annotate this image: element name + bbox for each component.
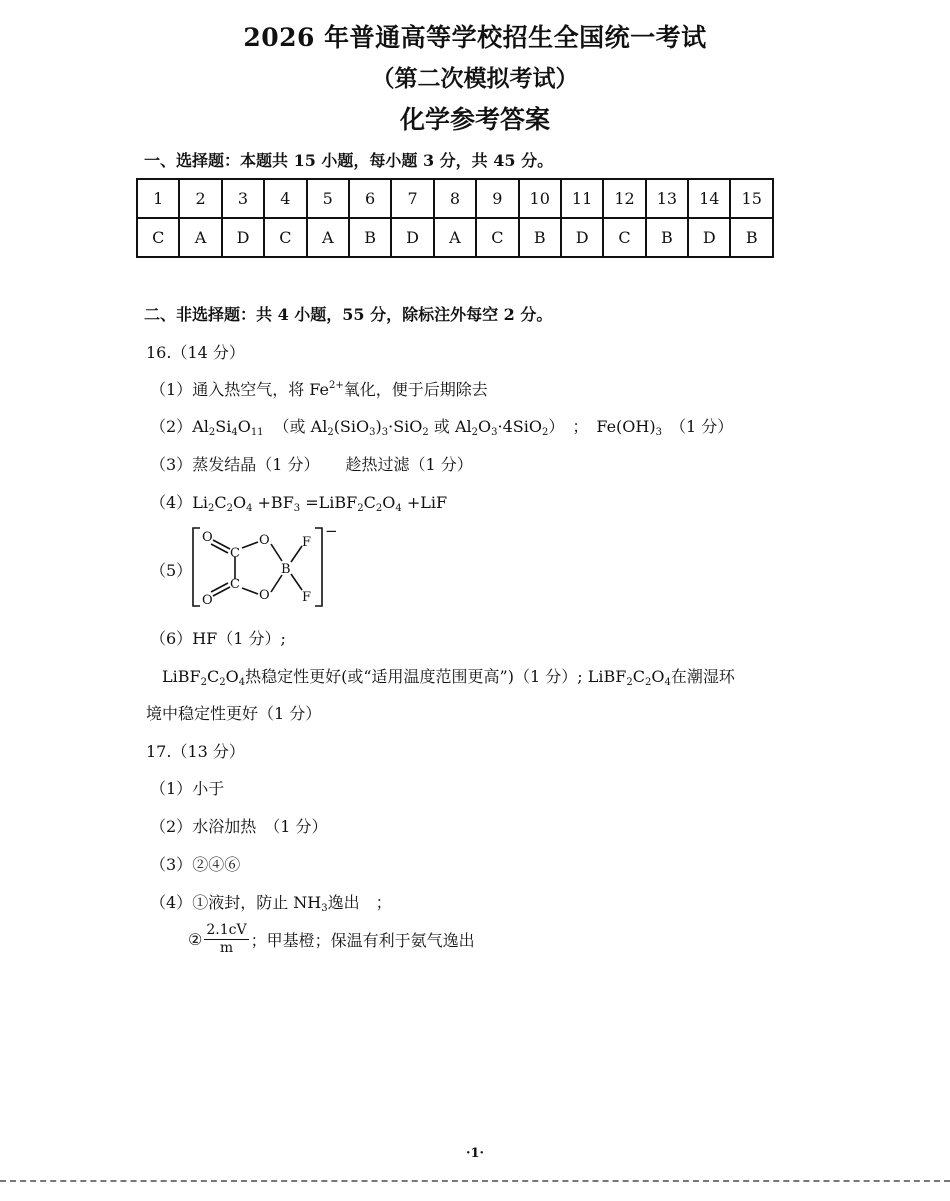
question-number-cell: 4 bbox=[264, 179, 306, 218]
part-number: （3） bbox=[150, 455, 193, 474]
q17-part4 bbox=[150, 890, 392, 914]
section1-heading: 一、选择题：本题共 15 小题，每小题 3 分，共 45 分。 bbox=[144, 151, 554, 170]
exam-subtitle: （第二次模拟考试） bbox=[371, 65, 579, 92]
q16-part4 bbox=[150, 490, 447, 514]
bottom-divider bbox=[0, 1180, 950, 1182]
answer-cell: C bbox=[476, 218, 518, 257]
question-number-cell: 10 bbox=[519, 179, 561, 218]
answer-row bbox=[137, 218, 773, 257]
formula-text: C bbox=[214, 493, 227, 512]
subscript: 3 bbox=[293, 503, 301, 514]
answer-cell: C bbox=[137, 218, 179, 257]
subscript: 2 bbox=[422, 427, 429, 438]
formula-text: O bbox=[232, 493, 247, 512]
formula-text: Al bbox=[192, 417, 209, 436]
answer-cell: B bbox=[349, 218, 391, 257]
subscript: 4 bbox=[246, 503, 253, 514]
atom-label: C bbox=[230, 546, 240, 561]
answer-text: 小于 bbox=[192, 779, 225, 798]
part-number: （2） bbox=[150, 817, 193, 836]
question-number-cell: 11 bbox=[561, 179, 603, 218]
question-number-cell: 12 bbox=[603, 179, 645, 218]
formula-text: ) bbox=[375, 417, 382, 436]
formula-text: Li bbox=[192, 493, 208, 512]
atom-label: O bbox=[202, 593, 213, 608]
fraction-numerator: 2.1cV bbox=[206, 922, 247, 938]
question-number-cell: 2 bbox=[179, 179, 221, 218]
q16-part2 bbox=[150, 414, 733, 438]
subscript: 3 bbox=[491, 427, 498, 438]
answer-text: ①液封，防止 NH bbox=[192, 893, 322, 912]
subscript: 3 bbox=[381, 427, 389, 438]
subscript: 2 bbox=[471, 427, 479, 438]
subscript: 2 bbox=[200, 677, 207, 688]
answer-text: ② bbox=[188, 930, 203, 949]
atom-label: F bbox=[302, 535, 312, 550]
atom-label: O bbox=[259, 588, 270, 603]
answer-cell: A bbox=[179, 218, 221, 257]
subscript: 2 bbox=[219, 677, 226, 688]
page-number: ·1· bbox=[465, 1146, 485, 1161]
answer-cell: D bbox=[561, 218, 603, 257]
question-number-cell: 5 bbox=[307, 179, 349, 218]
answer-cell: C bbox=[264, 218, 306, 257]
superscript: 2+ bbox=[328, 380, 344, 391]
subscript: 2 bbox=[208, 427, 216, 438]
question-number-cell: 3 bbox=[222, 179, 264, 218]
answer-text: HF（1 分）; bbox=[192, 629, 286, 648]
bond bbox=[213, 540, 230, 549]
q16-part5-label: （5） bbox=[150, 561, 193, 580]
bond bbox=[242, 588, 258, 594]
subscript: 2 bbox=[207, 503, 215, 514]
q17-part2 bbox=[150, 814, 327, 837]
formula-text: O bbox=[651, 667, 665, 686]
part-number: （3） bbox=[150, 855, 193, 874]
answer-text: ②④⑥ bbox=[192, 855, 241, 874]
answer-cell: B bbox=[730, 218, 773, 257]
subscript: 2 bbox=[375, 503, 383, 514]
atom-label: F bbox=[302, 590, 312, 605]
q16-header: 16.（14 分） bbox=[146, 343, 245, 362]
question-number-cell: 13 bbox=[646, 179, 688, 218]
subscript: 3 bbox=[321, 903, 328, 914]
formula-text: (SiO bbox=[333, 417, 370, 436]
question-number-cell: 1 bbox=[137, 179, 179, 218]
subscript: 2 bbox=[327, 427, 334, 438]
formula-text: ） ； Fe(OH) bbox=[548, 417, 656, 436]
answer-cell: C bbox=[603, 218, 645, 257]
exam-title: 2026 年普通高等学校招生全国统一考试 bbox=[243, 23, 707, 52]
formula-text: O bbox=[237, 417, 251, 436]
answer-text: 趁热过滤（1 分） bbox=[345, 455, 473, 474]
formula-text: ·SiO bbox=[388, 417, 423, 436]
q17-part1 bbox=[150, 776, 224, 799]
subscript: 3 bbox=[369, 427, 376, 438]
bond bbox=[211, 583, 228, 592]
bond bbox=[291, 546, 302, 562]
subscript: 4 bbox=[664, 677, 671, 688]
subscript: 2 bbox=[357, 503, 364, 514]
subscript: 4 bbox=[238, 677, 246, 688]
answer-table bbox=[136, 178, 774, 258]
formula-text: C bbox=[363, 493, 376, 512]
subscript: 2 bbox=[626, 677, 633, 688]
formula-text: 或 Al bbox=[428, 417, 472, 436]
bond bbox=[271, 575, 282, 592]
subscript: 3 bbox=[655, 427, 662, 438]
formula-text: O bbox=[382, 493, 396, 512]
formula-text: ·4SiO bbox=[497, 417, 542, 436]
part-number: （4） bbox=[150, 893, 193, 912]
part-number: （4） bbox=[150, 493, 193, 512]
formula-text: +BF bbox=[252, 493, 294, 512]
answer-cell: D bbox=[222, 218, 264, 257]
answer-text: 氧化，便于后期除去 bbox=[343, 380, 488, 399]
right-bracket bbox=[315, 528, 322, 606]
section2-heading: 二、非选择题：共 4 小题，55 分，除标注外每空 2 分。 bbox=[144, 305, 553, 324]
formula-text: LiBF bbox=[162, 667, 201, 686]
q16-part3 bbox=[150, 452, 473, 475]
subscript: 11 bbox=[250, 427, 264, 438]
question-number-cell: 6 bbox=[349, 179, 391, 218]
answer-text: 热稳定性更好(或“适用温度范围更高”)（1 分）; LiBF bbox=[245, 667, 627, 686]
question-number-row bbox=[137, 179, 773, 218]
answer-cell: B bbox=[519, 218, 561, 257]
structure-diagram bbox=[188, 524, 340, 612]
question-number-cell: 14 bbox=[688, 179, 730, 218]
charge-label: − bbox=[325, 524, 338, 540]
answer-cell: A bbox=[434, 218, 476, 257]
q16-part1 bbox=[150, 377, 488, 400]
q17-part3 bbox=[150, 852, 240, 875]
part-number: （1） bbox=[150, 380, 193, 399]
part-number: （1） bbox=[150, 779, 193, 798]
q16-part6 bbox=[150, 626, 286, 649]
formula-text: C bbox=[632, 667, 645, 686]
question-number-cell: 15 bbox=[730, 179, 773, 218]
subscript: 2 bbox=[226, 503, 233, 514]
q17-header: 17.（13 分） bbox=[146, 742, 245, 761]
question-number-cell: 9 bbox=[476, 179, 518, 218]
formula-text: O bbox=[478, 417, 492, 436]
answer-cell: A bbox=[307, 218, 349, 257]
score-note: （1 分） bbox=[670, 417, 734, 436]
subscript: 2 bbox=[541, 427, 549, 438]
formula-text: +LiF bbox=[401, 493, 448, 512]
answer-text: ；甲基橙；保温有利于氨气逸出 bbox=[250, 931, 475, 950]
formula-text: （或 Al bbox=[273, 417, 328, 436]
subscript: 4 bbox=[395, 503, 402, 514]
q16-part6-continued-2: 境中稳定性更好（1 分） bbox=[146, 704, 322, 723]
part-number: （6） bbox=[150, 629, 193, 648]
answer-cell: B bbox=[646, 218, 688, 257]
atom-label: O bbox=[259, 533, 270, 548]
bond bbox=[271, 544, 282, 561]
answer-text: 逸出 ； bbox=[327, 893, 392, 912]
formula-text: Si bbox=[215, 417, 232, 436]
bond bbox=[213, 587, 230, 596]
document-title: 化学参考答案 bbox=[399, 105, 550, 134]
subscript: 2 bbox=[644, 677, 652, 688]
formula-text: C bbox=[206, 667, 220, 686]
fraction-denominator: m bbox=[219, 940, 234, 956]
answer-text: 水浴加热 （1 分） bbox=[192, 817, 328, 836]
left-bracket bbox=[193, 528, 200, 606]
bond bbox=[242, 542, 258, 548]
answer-text: 通入热空气，将 Fe bbox=[192, 380, 329, 399]
fraction bbox=[204, 922, 248, 957]
formula-text: =LiBF bbox=[300, 493, 358, 512]
answer-cell: D bbox=[391, 218, 433, 257]
answer-cell: D bbox=[688, 218, 730, 257]
bond bbox=[291, 574, 302, 590]
atom-label: O bbox=[202, 530, 213, 545]
q17-part4b bbox=[188, 922, 475, 957]
question-number-cell: 7 bbox=[391, 179, 433, 218]
atom-label: C bbox=[230, 577, 240, 592]
answer-text: 在潮湿环 bbox=[670, 667, 735, 686]
answer-text: 蒸发结晶（1 分） bbox=[192, 455, 320, 474]
bond bbox=[211, 544, 228, 553]
atom-label: B bbox=[281, 562, 291, 577]
q16-part6-continued bbox=[162, 664, 735, 688]
formula-text: O bbox=[225, 667, 239, 686]
subscript: 4 bbox=[231, 427, 238, 438]
part-number: （2） bbox=[150, 417, 193, 436]
question-number-cell: 8 bbox=[434, 179, 476, 218]
